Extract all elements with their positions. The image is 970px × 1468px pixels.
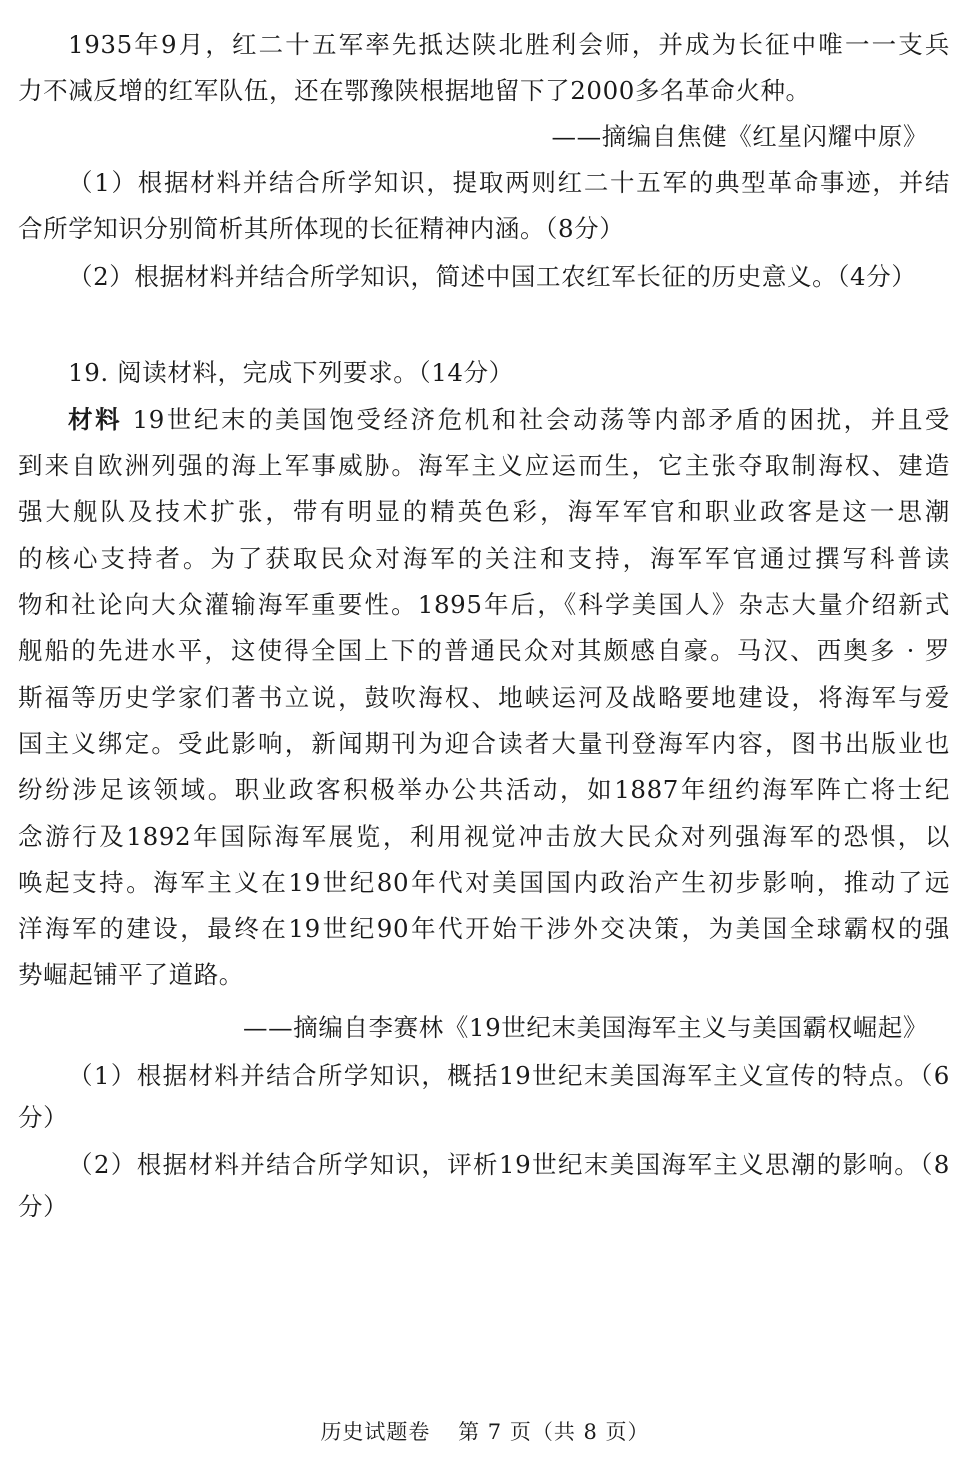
q19-material-line-10: 念游行及1892年国际海军展览，利用视觉冲击放大民众对列强海军的恐惧，以 — [18, 822, 950, 851]
q19-material-line-12: 洋海军的建设，最终在19世纪90年代开始干涉外交决策，为美国全球霸权的强 — [18, 914, 950, 943]
page-footer — [0, 1416, 970, 1448]
q19-material-line-2: 到来自欧洲列强的海上军事威胁。海军主义应运而生，它主张夺取制海权、建造 — [18, 451, 950, 480]
q19-question-2-line-1: （2）根据材料并结合所学知识，评析19世纪末美国海军主义思潮的影响。（8 — [68, 1150, 950, 1179]
material-first-line-text: 19世纪末的美国饱受经济危机和社会动荡等内部矛盾的困扰，并且受 — [122, 405, 950, 434]
footer-subject: 历史试题卷 — [320, 1420, 431, 1444]
q18-question-2: （2）根据材料并结合所学知识，简述中国工农红军长征的历史意义。（4分） — [68, 262, 917, 291]
q19-source-attribution: ——摘编自李赛林《19世纪末美国海军主义与美国霸权崛起》 — [243, 1013, 928, 1042]
q19-material-line-13: 势崛起铺平了道路。 — [18, 960, 244, 989]
material-label: 材料 — [68, 405, 123, 434]
footer-page-number: 第 7 页（共 8 页） — [458, 1420, 650, 1444]
q19-question-1-line-2: 分） — [18, 1103, 69, 1132]
q19-header: 19. 阅读材料，完成下列要求。（14分） — [68, 358, 514, 387]
q19-material-line-8: 国主义绑定。受此影响，新闻期刊为迎合读者大量刊登海军内容，图书出版业也 — [18, 729, 950, 758]
q19-question-1-line-1: （1）根据材料并结合所学知识，概括19世纪末美国海军主义宣传的特点。（6 — [68, 1061, 950, 1090]
q18-source-attribution: ——摘编自焦健《红星闪耀中原》 — [551, 122, 928, 151]
q18-material-line-1: 1935年9月，红二十五军率先抵达陕北胜利会师，并成为长征中唯一一支兵 — [68, 30, 950, 59]
q18-question-1-line-1: （1）根据材料并结合所学知识，提取两则红二十五军的典型革命事迹，并结 — [68, 168, 950, 197]
q19-material-line-4: 的核心支持者。为了获取民众对海军的关注和支持，海军军官通过撰写科普读 — [18, 544, 950, 573]
q19-material-line-7: 斯福等历史学家们著书立说，鼓吹海权、地峡运河及战略要地建设，将海军与爱 — [18, 683, 950, 712]
q19-question-2-line-2: 分） — [18, 1192, 69, 1221]
q19-material-line-1 — [68, 403, 950, 437]
q18-material-line-2: 力不减反增的红军队伍，还在鄂豫陕根据地留下了2000多名革命火种。 — [18, 76, 811, 105]
q18-question-1-line-2: 合所学知识分别简析其所体现的长征精神内涵。（8分） — [18, 214, 625, 243]
q19-material-line-6: 舰船的先进水平，这使得全国上下的普通民众对其颇感自豪。马汉、西奥多 · 罗 — [18, 636, 950, 665]
q19-material-line-3: 强大舰队及技术扩张，带有明显的精英色彩，海军军官和职业政客是这一思潮 — [18, 497, 950, 526]
q19-material-line-9: 纷纷涉足该领域。职业政客积极举办公共活动，如1887年纽约海军阵亡将士纪 — [18, 775, 950, 804]
q19-material-line-11: 唤起支持。海军主义在19世纪80年代对美国国内政治产生初步影响，推动了远 — [18, 868, 950, 897]
q19-material-line-5: 物和社论向大众灌输海军重要性。1895年后，《科学美国人》杂志大量介绍新式 — [18, 590, 950, 619]
